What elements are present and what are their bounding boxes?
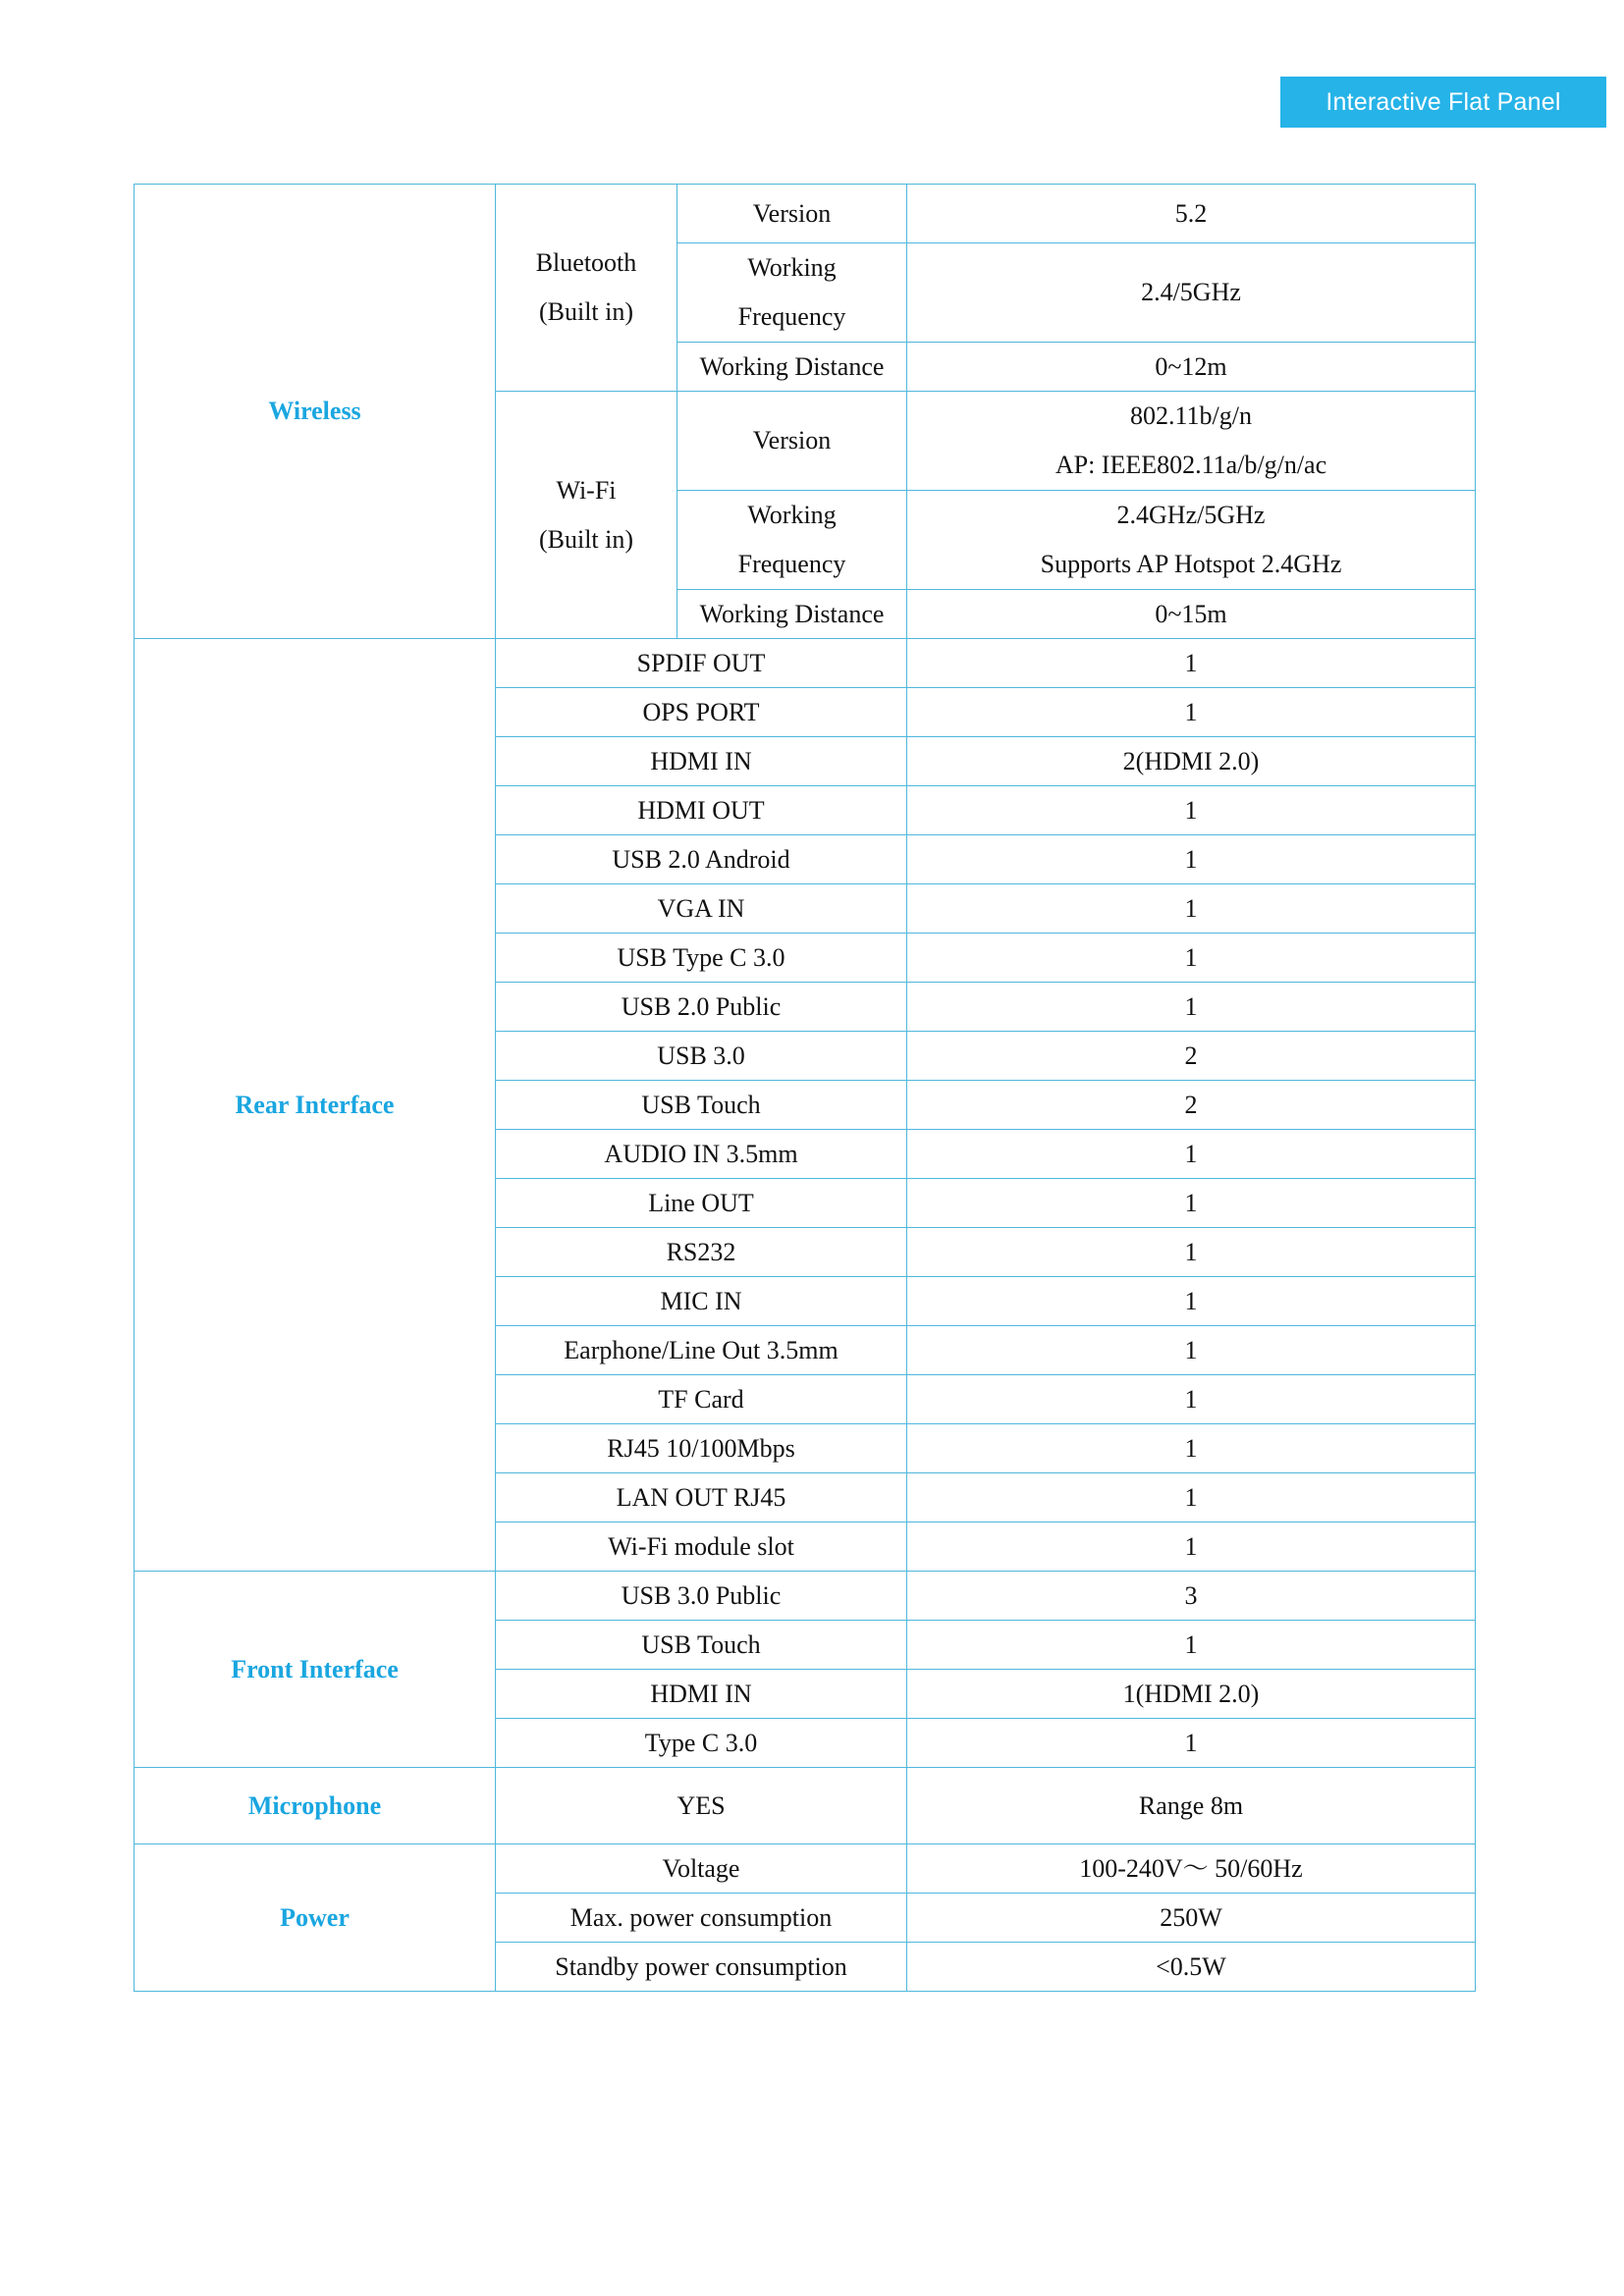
front-item-value: 1: [907, 1621, 1476, 1670]
bt-freq-label-line2: Frequency: [737, 302, 846, 331]
rear-item-value: 1: [907, 1326, 1476, 1375]
rear-item-value: 2: [907, 1081, 1476, 1130]
rear-item-name: USB 3.0: [496, 1032, 907, 1081]
wifi-freq-value: [907, 491, 1476, 590]
bluetooth-name-line2: (Built in): [538, 297, 634, 326]
rear-item-name: USB 2.0 Public: [496, 983, 907, 1032]
power-item-name: Max. power consumption: [496, 1894, 907, 1943]
rear-item-name: USB Type C 3.0: [496, 934, 907, 983]
rear-item-value: 1: [907, 1473, 1476, 1522]
wifi-version-label: Version: [677, 392, 907, 491]
wifi-version-value-line2: AP: IEEE802.11a/b/g/n/ac: [1055, 451, 1327, 479]
rear-item-name: MIC IN: [496, 1277, 907, 1326]
wifi-freq-label-line1: Working: [747, 501, 837, 529]
rear-item-value: 1: [907, 786, 1476, 835]
front-item-name: USB 3.0 Public: [496, 1572, 907, 1621]
category-microphone: Microphone: [135, 1768, 496, 1844]
rear-item-value: 1: [907, 1522, 1476, 1572]
rear-item-value: 2(HDMI 2.0): [907, 737, 1476, 786]
rear-item-value: 1: [907, 983, 1476, 1032]
bt-version-value: 5.2: [907, 185, 1476, 243]
spec-table: [134, 184, 1476, 1992]
front-item-value: 1(HDMI 2.0): [907, 1670, 1476, 1719]
category-rear: Rear Interface: [135, 639, 496, 1572]
rear-item-value: 1: [907, 639, 1476, 688]
table-row: [135, 1844, 1476, 1894]
rear-item-name: LAN OUT RJ45: [496, 1473, 907, 1522]
rear-item-name: HDMI IN: [496, 737, 907, 786]
category-wireless: Wireless: [135, 185, 496, 639]
wifi-name: [496, 392, 677, 639]
rear-item-name: Wi-Fi module slot: [496, 1522, 907, 1572]
front-item-name: HDMI IN: [496, 1670, 907, 1719]
power-item-value: 100-240V～ 50/60Hz: [907, 1844, 1476, 1894]
front-item-name: USB Touch: [496, 1621, 907, 1670]
front-item-name: Type C 3.0: [496, 1719, 907, 1768]
wifi-freq-label-line2: Frequency: [737, 550, 846, 578]
rear-item-name: OPS PORT: [496, 688, 907, 737]
rear-item-name: Earphone/Line Out 3.5mm: [496, 1326, 907, 1375]
bt-distance-value: 0~12m: [907, 343, 1476, 392]
wifi-freq-value-line2: Supports AP Hotspot 2.4GHz: [1040, 550, 1342, 578]
rear-item-value: 1: [907, 1228, 1476, 1277]
category-power: Power: [135, 1844, 496, 1992]
bluetooth-name: [496, 185, 677, 392]
rear-item-value: 1: [907, 884, 1476, 934]
wifi-version-value: [907, 392, 1476, 491]
wifi-name-line2: (Built in): [538, 524, 634, 554]
front-item-value: 3: [907, 1572, 1476, 1621]
wifi-version-value-line1: 802.11b/g/n: [1130, 401, 1252, 430]
microphone-item-value: Range 8m: [907, 1768, 1476, 1844]
rear-item-name: HDMI OUT: [496, 786, 907, 835]
rear-item-value: 1: [907, 1130, 1476, 1179]
rear-item-name: VGA IN: [496, 884, 907, 934]
power-item-name: Voltage: [496, 1844, 907, 1894]
bt-distance-label: Working Distance: [677, 343, 907, 392]
table-row: [135, 1768, 1476, 1844]
power-item-value: 250W: [907, 1894, 1476, 1943]
rear-item-name: USB Touch: [496, 1081, 907, 1130]
bt-freq-label-line1: Working: [747, 253, 837, 282]
rear-item-name: TF Card: [496, 1375, 907, 1424]
bt-freq-label: [677, 243, 907, 343]
rear-item-name: RS232: [496, 1228, 907, 1277]
rear-item-name: USB 2.0 Android: [496, 835, 907, 884]
microphone-item-name: YES: [496, 1768, 907, 1844]
wifi-distance-label: Working Distance: [677, 590, 907, 639]
table-row: [135, 185, 1476, 243]
wifi-freq-label: [677, 491, 907, 590]
rear-item-name: SPDIF OUT: [496, 639, 907, 688]
front-item-value: 1: [907, 1719, 1476, 1768]
rear-item-name: Line OUT: [496, 1179, 907, 1228]
table-row: [135, 639, 1476, 688]
wifi-name-line1: Wi-Fi: [556, 475, 617, 505]
power-item-value: <0.5W: [907, 1943, 1476, 1992]
table-row: [135, 1572, 1476, 1621]
category-front: Front Interface: [135, 1572, 496, 1768]
header-badge: Interactive Flat Panel: [1280, 77, 1606, 128]
rear-item-value: 1: [907, 688, 1476, 737]
bt-version-label: Version: [677, 185, 907, 243]
bluetooth-name-line1: Bluetooth: [535, 248, 637, 277]
rear-item-name: RJ45 10/100Mbps: [496, 1424, 907, 1473]
rear-item-value: 1: [907, 1424, 1476, 1473]
rear-item-name: AUDIO IN 3.5mm: [496, 1130, 907, 1179]
rear-item-value: 1: [907, 1179, 1476, 1228]
rear-item-value: 2: [907, 1032, 1476, 1081]
rear-item-value: 1: [907, 1375, 1476, 1424]
rear-item-value: 1: [907, 1277, 1476, 1326]
wifi-distance-value: 0~15m: [907, 590, 1476, 639]
bt-freq-value: 2.4/5GHz: [907, 243, 1476, 343]
rear-item-value: 1: [907, 835, 1476, 884]
rear-item-value: 1: [907, 934, 1476, 983]
power-item-name: Standby power consumption: [496, 1943, 907, 1992]
wifi-freq-value-line1: 2.4GHz/5GHz: [1116, 501, 1266, 529]
